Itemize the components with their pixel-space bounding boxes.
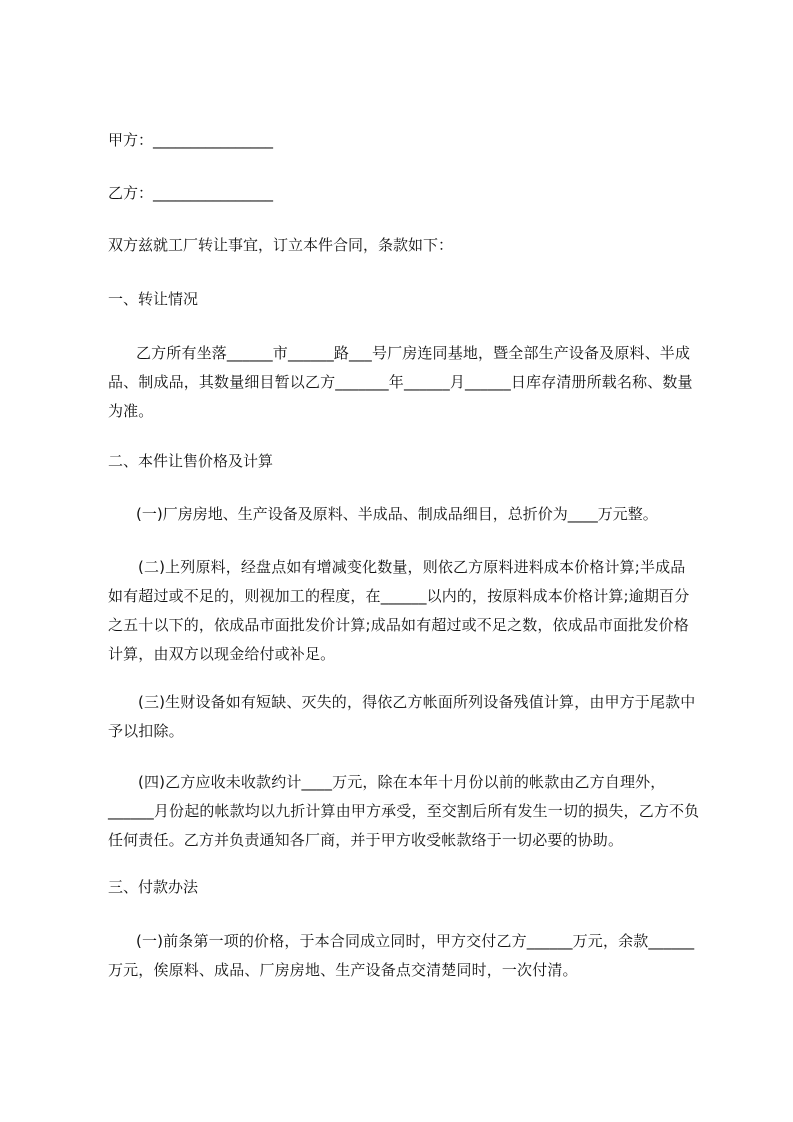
intro-paragraph: 双方兹就工厂转让事宜，订立本件合同，条款如下：: [108, 236, 454, 254]
section3-item1: (一)前条第一项的价格，于本合同成立同时，甲方交付乙方______万元，余款______万元，俟原料、成品、厂房房地、生产设备点交清楚同时，一次付清。: [108, 932, 695, 979]
section2-item4: (四)乙方应收未收款约计____万元，除在本年十月份以前的帐款由乙方自理外，______月份起的帐款均以九折计算由甲方承受，至交割后所有发生一切的损失，乙方不负任何责任。乙方并负责通知各厂商，并于甲方收受帐款络于一切必要的协助。: [108, 773, 700, 849]
section2-heading: 二、本件让售价格及计算: [108, 452, 274, 470]
section2-item2: (二)上列原料，经盘点如有增减变化数量，则依乙方原料进料成本价格计算;半成品如有超过或不足的，则视加工的程度，在______以内的，按原料成本价格计算;逾期百分之五十以下的，依成品市面批发价计算;成品如有超过或不足之数，依成品市面批发价格计算，由双方以现金给付或补足。: [108, 558, 690, 663]
section1-heading: 一、转让情况: [108, 290, 199, 308]
section2-item3: (三)生财设备如有短缺、灭失的，得依乙方帐面所列设备残值计算，由甲方于尾款中予以扣除。: [108, 693, 696, 740]
party-b-line: 乙方：________________: [108, 184, 274, 202]
section1-body: 乙方所有坐落______市______路___号厂房连同基地，暨全部生产设备及原料、半成品、制成品，其数量细目暂以乙方_______年______月______日库存清册所载名称、数量为准。: [108, 344, 693, 420]
section3-heading: 三、付款办法: [108, 878, 199, 896]
party-a-line: 甲方：________________: [108, 131, 274, 149]
section2-item1: (一)厂房房地、生产设备及原料、半成品、制成品细目，总折价为____万元整。: [136, 505, 658, 523]
